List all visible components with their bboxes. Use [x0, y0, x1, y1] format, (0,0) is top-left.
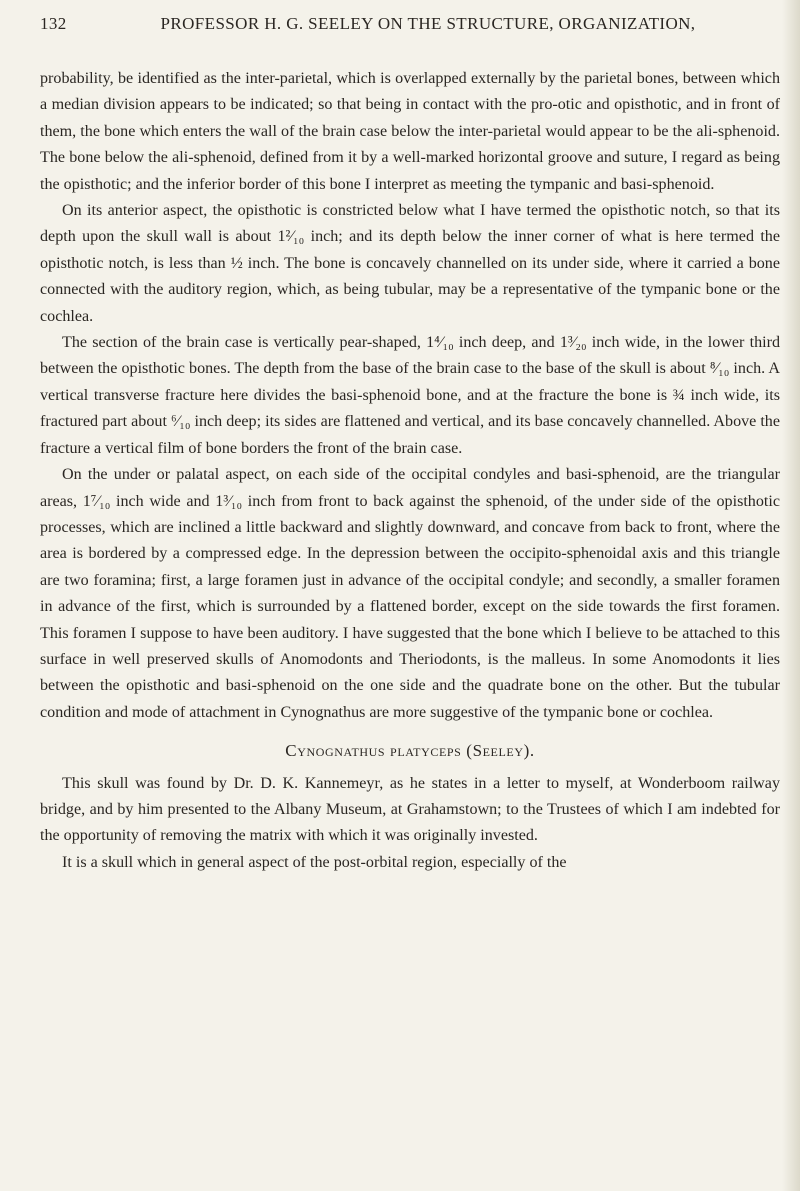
paragraph-2: On its anterior aspect, the opisthotic is constricted below what I have termed the opisthotic notch, so that its depth upon the skull wall is about 1²⁄₁₀ inch; and its depth below the inner corner of what is here termed the opisthotic notch, is less than ½ inch. The bone is concavely channelled on its under side, where it carried a bone connected with the auditory region, which, as being tubular, may be a representative of the tympanic bone or the cochlea.	[40, 202, 780, 325]
body-text	[40, 66, 780, 876]
paragraph-5: This skull was found by Dr. D. K. Kannemeyr, as he states in a letter to myself, at Wonderboom railway bridge, and by him presented to the Albany Museum, at Grahamstown; to the Trustees of which I am indebted for the opportunity of removing the matrix with which it was originally invested.	[40, 774, 780, 845]
paragraph-3: The section of the brain case is vertically pear-shaped, 1⁴⁄₁₀ inch deep, and 1³⁄₂₀ inch wide, in the lower third between the opisthotic bones. The depth from the base of the brain case to the base of the skull is about ⁸⁄₁₀ inch. A vertical transverse fracture here divides the basi-sphenoid bone, and at the fracture the bone is ¾ inch wide, its fractured part about ⁶⁄₁₀ inch deep; its sides are flattened and vertical, and its base concavely channelled. Above the fracture a vertical film of bone borders the front of the brain case.	[40, 334, 780, 457]
page-header	[0, 14, 800, 38]
paragraph-6: It is a skull which in general aspect of the post-orbital region, especially of the	[62, 853, 567, 871]
section-heading: Cynognathus platyceps (Seeley).	[285, 741, 535, 761]
paragraph-4: On the under or palatal aspect, on each side of the occipital condyles and basi-sphenoid, are the triangular areas, 1⁷⁄₁₀ inch wide and 1³⁄₁₀ inch from front to back against the sphenoid, of the under side of the opisthotic processes, which are inclined a little backward and slightly downward, and concave from back to front, where the area is bordered by a compressed edge. In the depression between the occipito-sphenoidal axis and this triangle are two foramina; first, a large foramen just in advance of the occipital condyle; and secondly, a smaller foramen in advance of the first, which is surrounded by a flattened border, except on the side towards the first foramen. This foramen I suppose to have been auditory. I have suggested that the bone which I believe to be attached to this surface in well preserved skulls of Anomodonts and Theriodonts, is the malleus. In some Anomodonts it lies between the opisthotic and basi-sphenoid on the one side and the quadrate bone on the other. But the tubular condition and mode of attachment in Cynognathus are more suggestive of the tympanic bone or cochlea.	[40, 466, 780, 721]
page-number: 132	[40, 14, 67, 33]
paragraph-1: probability, be identified as the inter-parietal, which is overlapped externally by the parietal bones, between which a median division appears to be indicated; so that being in contact with the pro-otic and opisthotic, and in front of them, the bone which enters the wall of the brain case below the inter-parietal would appear to be the ali-sphenoid. The bone below the ali-sphenoid, defined from it by a well-marked horizontal groove and suture, I regard as being the opisthotic; and the inferior border of this bone I interpret as meeting the tympanic and basi-sphenoid.	[40, 70, 780, 193]
running-title: PROFESSOR H. G. SEELEY ON THE STRUCTURE, ORGANIZATION,	[160, 14, 696, 33]
page-edge-shadow	[782, 0, 800, 1191]
